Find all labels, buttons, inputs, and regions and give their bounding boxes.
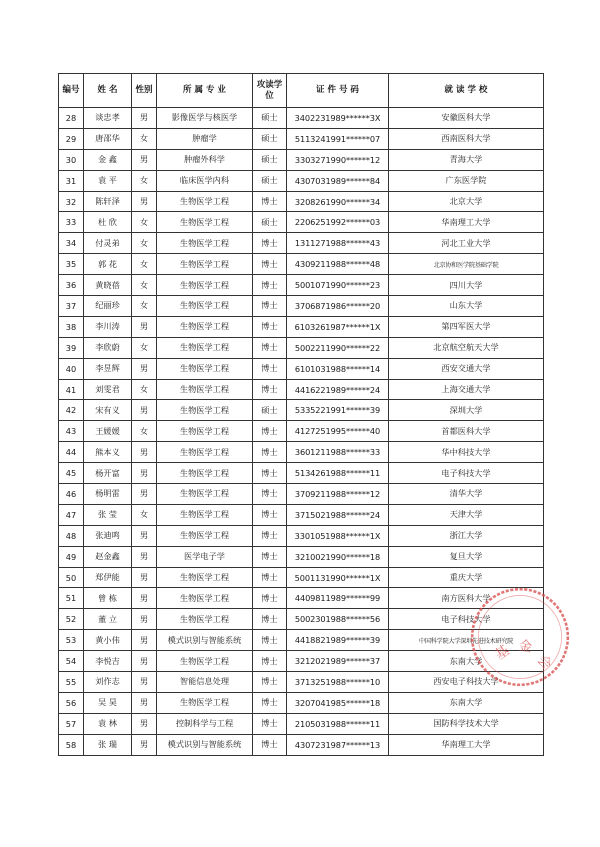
header-id: 编号 [59, 74, 84, 108]
cell-name: 李悦吉 [84, 651, 132, 672]
table-row [59, 400, 544, 421]
table-row [59, 254, 544, 275]
svg-text:会: 会 [533, 652, 555, 673]
cell-major: 生物医学工程 [157, 275, 253, 296]
cell-school: 上海交通大学 [389, 379, 544, 400]
cell-id: 43 [59, 421, 84, 442]
cell-name: 杜 欣 [84, 212, 132, 233]
cell-id: 38 [59, 316, 84, 337]
cell-gender: 男 [132, 149, 157, 170]
table-row [59, 442, 544, 463]
cell-school: 深圳大学 [389, 400, 544, 421]
header-id-number: 证 件 号 码 [287, 74, 389, 108]
cell-school: 广东医学院 [389, 170, 544, 191]
cell-school: 北京协和医学院基础学院 [389, 254, 544, 275]
cell-id-number: 4416221989******24 [287, 379, 389, 400]
cell-id-number: 5134261988******11 [287, 463, 389, 484]
cell-major: 生物医学工程 [157, 504, 253, 525]
foundation-seal-stamp [468, 585, 572, 689]
cell-gender: 男 [132, 609, 157, 630]
cell-id: 47 [59, 504, 84, 525]
cell-name: 谈忠孝 [84, 108, 132, 129]
cell-major: 生物医学工程 [157, 692, 253, 713]
cell-name: 杨开富 [84, 463, 132, 484]
table-row [59, 525, 544, 546]
cell-major: 生物医学工程 [157, 358, 253, 379]
cell-id-number: 5002211990******22 [287, 337, 389, 358]
cell-major: 生物医学工程 [157, 337, 253, 358]
cell-school: 复旦大学 [389, 546, 544, 567]
table-row [59, 421, 544, 442]
cell-id: 35 [59, 254, 84, 275]
cell-name: 张 莹 [84, 504, 132, 525]
cell-id-number: 4307031989******84 [287, 170, 389, 191]
cell-id: 53 [59, 630, 84, 651]
cell-id-number: 6103261987******1X [287, 316, 389, 337]
cell-gender: 女 [132, 421, 157, 442]
cell-degree: 博士 [253, 442, 287, 463]
cell-gender: 男 [132, 191, 157, 212]
cell-major: 控制科学与工程 [157, 713, 253, 734]
cell-id: 29 [59, 128, 84, 149]
cell-gender: 男 [132, 546, 157, 567]
cell-id-number: 3210021990******18 [287, 546, 389, 567]
cell-major: 临床医学内科 [157, 170, 253, 191]
cell-gender: 女 [132, 212, 157, 233]
cell-major: 生物医学工程 [157, 233, 253, 254]
cell-name: 吴 昊 [84, 692, 132, 713]
cell-name: 金 鑫 [84, 149, 132, 170]
cell-major: 生物医学工程 [157, 254, 253, 275]
cell-degree: 博士 [253, 734, 287, 755]
table-row [59, 484, 544, 505]
cell-degree: 博士 [253, 275, 287, 296]
cell-major: 生物医学工程 [157, 400, 253, 421]
cell-id-number: 6101031988******14 [287, 358, 389, 379]
cell-gender: 女 [132, 275, 157, 296]
cell-id: 40 [59, 358, 84, 379]
cell-id-number: 5335221991******39 [287, 400, 389, 421]
cell-major: 生物医学工程 [157, 212, 253, 233]
cell-gender: 男 [132, 358, 157, 379]
cell-major: 生物医学工程 [157, 191, 253, 212]
cell-name: 纪丽珍 [84, 296, 132, 317]
cell-school: 东南大学 [389, 692, 544, 713]
cell-name: 董 立 [84, 609, 132, 630]
table-row [59, 108, 544, 129]
table-row [59, 337, 544, 358]
cell-degree: 博士 [253, 651, 287, 672]
table-header-row [59, 74, 544, 108]
cell-id: 41 [59, 379, 84, 400]
cell-id-number: 2105031988******11 [287, 713, 389, 734]
cell-name: 刘作志 [84, 672, 132, 693]
cell-degree: 博士 [253, 296, 287, 317]
cell-id-number: 5001131990******1X [287, 567, 389, 588]
cell-major: 生物医学工程 [157, 651, 253, 672]
cell-name: 唐邵华 [84, 128, 132, 149]
cell-gender: 女 [132, 254, 157, 275]
cell-gender: 男 [132, 463, 157, 484]
cell-school: 国防科学技术大学 [389, 713, 544, 734]
cell-id: 36 [59, 275, 84, 296]
cell-id: 32 [59, 191, 84, 212]
table-row [59, 170, 544, 191]
svg-text:基: 基 [492, 642, 513, 664]
table-row [59, 713, 544, 734]
cell-id-number: 4127251995******40 [287, 421, 389, 442]
cell-major: 肿瘤学 [157, 128, 253, 149]
cell-id: 51 [59, 588, 84, 609]
cell-school: 浙江大学 [389, 525, 544, 546]
cell-school: 清华大学 [389, 484, 544, 505]
cell-major: 生物医学工程 [157, 484, 253, 505]
cell-id: 44 [59, 442, 84, 463]
cell-gender: 男 [132, 400, 157, 421]
cell-name: 赵金鑫 [84, 546, 132, 567]
cell-major: 医学电子学 [157, 546, 253, 567]
cell-name: 李昱辉 [84, 358, 132, 379]
header-gender: 性别 [132, 74, 157, 108]
cell-gender: 女 [132, 128, 157, 149]
table-row [59, 233, 544, 254]
cell-degree: 硕士 [253, 212, 287, 233]
cell-gender: 男 [132, 651, 157, 672]
cell-id: 30 [59, 149, 84, 170]
cell-gender: 女 [132, 296, 157, 317]
cell-id-number: 3402231989******3X [287, 108, 389, 129]
cell-name: 郭 花 [84, 254, 132, 275]
cell-degree: 博士 [253, 546, 287, 567]
cell-school: 北京大学 [389, 191, 544, 212]
cell-gender: 男 [132, 316, 157, 337]
cell-degree: 博士 [253, 713, 287, 734]
cell-gender: 男 [132, 484, 157, 505]
cell-id-number: 1311271988******43 [287, 233, 389, 254]
cell-id: 34 [59, 233, 84, 254]
cell-degree: 博士 [253, 421, 287, 442]
cell-school: 天津大学 [389, 504, 544, 525]
cell-degree: 博士 [253, 463, 287, 484]
table-row [59, 358, 544, 379]
table-row [59, 463, 544, 484]
cell-school: 山东大学 [389, 296, 544, 317]
cell-major: 影像医学与核医学 [157, 108, 253, 129]
cell-id-number: 4309211988******48 [287, 254, 389, 275]
cell-degree: 博士 [253, 672, 287, 693]
cell-school: 四川大学 [389, 275, 544, 296]
cell-id: 33 [59, 212, 84, 233]
cell-name: 张迪鸣 [84, 525, 132, 546]
cell-id-number: 3715021988******24 [287, 504, 389, 525]
cell-degree: 博士 [253, 337, 287, 358]
cell-gender: 女 [132, 337, 157, 358]
cell-id: 52 [59, 609, 84, 630]
cell-school: 华中科技大学 [389, 442, 544, 463]
cell-school: 第四军医大学 [389, 316, 544, 337]
cell-major: 生物医学工程 [157, 421, 253, 442]
cell-gender: 男 [132, 442, 157, 463]
header-major: 所 属 专 业 [157, 74, 253, 108]
cell-degree: 博士 [253, 630, 287, 651]
cell-degree: 硕士 [253, 128, 287, 149]
cell-degree: 硕士 [253, 400, 287, 421]
cell-school: 西南医科大学 [389, 128, 544, 149]
cell-id-number: 3207041985******18 [287, 692, 389, 713]
cell-id: 56 [59, 692, 84, 713]
cell-school: 南方医科大学 [389, 588, 544, 609]
cell-major: 模式识别与智能系统 [157, 630, 253, 651]
cell-degree: 博士 [253, 358, 287, 379]
cell-school: 青海大学 [389, 149, 544, 170]
table-row [59, 128, 544, 149]
table-row [59, 546, 544, 567]
cell-name: 刘雯君 [84, 379, 132, 400]
cell-id-number: 3601211988******33 [287, 442, 389, 463]
cell-major: 模式识别与智能系统 [157, 734, 253, 755]
cell-school: 电子科技大学 [389, 463, 544, 484]
cell-gender: 女 [132, 233, 157, 254]
cell-gender: 男 [132, 692, 157, 713]
cell-id: 55 [59, 672, 84, 693]
cell-school: 华南理工大学 [389, 734, 544, 755]
cell-id: 46 [59, 484, 84, 505]
cell-id: 50 [59, 567, 84, 588]
cell-degree: 博士 [253, 191, 287, 212]
table-row [59, 212, 544, 233]
cell-name: 袁 林 [84, 713, 132, 734]
cell-major: 生物医学工程 [157, 463, 253, 484]
cell-name: 袁 平 [84, 170, 132, 191]
cell-id: 48 [59, 525, 84, 546]
table-row [59, 734, 544, 755]
cell-school: 重庆大学 [389, 567, 544, 588]
cell-school: 北京航空航天大学 [389, 337, 544, 358]
cell-name: 曾 栋 [84, 588, 132, 609]
cell-name: 黄小伟 [84, 630, 132, 651]
table-row [59, 692, 544, 713]
svg-text:金: 金 [517, 637, 534, 656]
header-school: 就 读 学 校 [389, 74, 544, 108]
cell-school: 西安交通大学 [389, 358, 544, 379]
cell-school: 电子科技大学 [389, 609, 544, 630]
cell-name: 李川涛 [84, 316, 132, 337]
cell-school: 首都医科大学 [389, 421, 544, 442]
table-row [59, 275, 544, 296]
cell-name: 郑伊能 [84, 567, 132, 588]
cell-degree: 博士 [253, 588, 287, 609]
cell-major: 生物医学工程 [157, 442, 253, 463]
cell-name: 李欣蔚 [84, 337, 132, 358]
cell-major: 肿瘤外科学 [157, 149, 253, 170]
cell-major: 生物医学工程 [157, 609, 253, 630]
cell-degree: 博士 [253, 525, 287, 546]
cell-degree: 博士 [253, 567, 287, 588]
cell-id: 45 [59, 463, 84, 484]
cell-id-number: 4409811989******99 [287, 588, 389, 609]
cell-gender: 男 [132, 672, 157, 693]
cell-id-number: 5002301988******56 [287, 609, 389, 630]
cell-gender: 男 [132, 734, 157, 755]
cell-id-number: 3301051988******1X [287, 525, 389, 546]
cell-id: 58 [59, 734, 84, 755]
cell-school: 河北工业大学 [389, 233, 544, 254]
cell-id-number: 3303271990******12 [287, 149, 389, 170]
cell-id-number: 3706871986******20 [287, 296, 389, 317]
cell-id-number: 4418821989******39 [287, 630, 389, 651]
cell-gender: 男 [132, 108, 157, 129]
cell-id: 57 [59, 713, 84, 734]
cell-degree: 博士 [253, 609, 287, 630]
cell-gender: 男 [132, 567, 157, 588]
cell-degree: 博士 [253, 233, 287, 254]
header-degree: 攻读学位 [253, 74, 287, 108]
cell-degree: 硕士 [253, 170, 287, 191]
cell-gender: 男 [132, 525, 157, 546]
cell-major: 生物医学工程 [157, 316, 253, 337]
cell-degree: 博士 [253, 692, 287, 713]
table-row [59, 379, 544, 400]
cell-major: 生物医学工程 [157, 525, 253, 546]
cell-id-number: 5113241991******07 [287, 128, 389, 149]
table-row [59, 316, 544, 337]
cell-id: 42 [59, 400, 84, 421]
table-row [59, 504, 544, 525]
cell-major: 生物医学工程 [157, 379, 253, 400]
cell-id-number: 4307231987******13 [287, 734, 389, 755]
cell-id: 31 [59, 170, 84, 191]
cell-major: 智能信息处理 [157, 672, 253, 693]
cell-id-number: 2206251992******03 [287, 212, 389, 233]
header-name: 姓 名 [84, 74, 132, 108]
cell-gender: 男 [132, 630, 157, 651]
cell-id: 39 [59, 337, 84, 358]
cell-id-number: 3709211988******12 [287, 484, 389, 505]
cell-major: 生物医学工程 [157, 567, 253, 588]
cell-degree: 博士 [253, 316, 287, 337]
cell-major: 生物医学工程 [157, 296, 253, 317]
table-row [59, 296, 544, 317]
cell-degree: 硕士 [253, 108, 287, 129]
cell-id: 54 [59, 651, 84, 672]
cell-school: 安徽医科大学 [389, 108, 544, 129]
cell-id: 37 [59, 296, 84, 317]
cell-id: 49 [59, 546, 84, 567]
cell-id-number: 3713251988******10 [287, 672, 389, 693]
cell-id: 28 [59, 108, 84, 129]
cell-school: 东南大学 [389, 651, 544, 672]
cell-school: 华南理工大学 [389, 212, 544, 233]
cell-degree: 硕士 [253, 149, 287, 170]
table-row [59, 191, 544, 212]
table-row [59, 149, 544, 170]
cell-school: 西安电子科技大学 [389, 672, 544, 693]
cell-major: 生物医学工程 [157, 588, 253, 609]
cell-name: 付灵弟 [84, 233, 132, 254]
cell-gender: 男 [132, 713, 157, 734]
cell-name: 杨明雷 [84, 484, 132, 505]
cell-gender: 女 [132, 379, 157, 400]
cell-gender: 男 [132, 588, 157, 609]
cell-gender: 女 [132, 504, 157, 525]
cell-name: 陈轩泽 [84, 191, 132, 212]
cell-id-number: 5001071990******23 [287, 275, 389, 296]
cell-name: 熊本义 [84, 442, 132, 463]
cell-degree: 博士 [253, 254, 287, 275]
cell-name: 黄晓蓓 [84, 275, 132, 296]
cell-gender: 女 [132, 170, 157, 191]
cell-degree: 博士 [253, 484, 287, 505]
cell-name: 张 瑞 [84, 734, 132, 755]
cell-degree: 博士 [253, 379, 287, 400]
cell-school: 中国科学院大学深圳先进技术研究院 [389, 630, 544, 651]
cell-name: 王媛媛 [84, 421, 132, 442]
cell-id-number: 3208261990******34 [287, 191, 389, 212]
cell-degree: 博士 [253, 504, 287, 525]
cell-name: 宋有义 [84, 400, 132, 421]
cell-id-number: 3212021989******37 [287, 651, 389, 672]
